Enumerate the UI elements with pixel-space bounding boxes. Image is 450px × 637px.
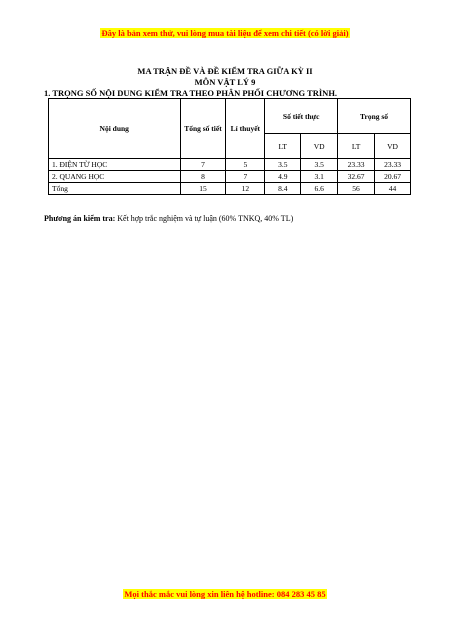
row-name: 1. ĐIỆN TỪ HỌC [49, 159, 181, 171]
row-weight-vd: 44 [375, 183, 411, 195]
document-subtitle: MÔN VẬT LÝ 9 [194, 77, 256, 87]
row-lt: 4.9 [265, 171, 301, 183]
header-total-periods: Tổng số tiết [180, 99, 226, 159]
header-weight: Trọng số [338, 99, 411, 134]
header-content: Nội dung [49, 99, 181, 159]
row-vd: 3.5 [301, 159, 338, 171]
weights-table [48, 98, 411, 195]
row-weight-lt: 32.67 [338, 171, 375, 183]
section-heading: 1. TRỌNG SỐ NỘI DUNG KIỂM TRA THEO PHÂN PHỐI CHƯƠNG TRÌNH. [44, 88, 338, 98]
row-lt: 8.4 [265, 183, 301, 195]
row-name: 2. QUANG HỌC [49, 171, 181, 183]
subheader-weight-vd: VD [375, 134, 411, 159]
test-method [44, 214, 293, 223]
row-vd: 6.6 [301, 183, 338, 195]
row-total: 15 [180, 183, 226, 195]
subheader-lt: LT [265, 134, 301, 159]
row-vd: 3.1 [301, 171, 338, 183]
footer-notice-text: Mọi thắc mắc vui lòng xin liên hệ hotline: 084 283 45 85 [124, 589, 326, 599]
test-method-label: Phương án kiểm tra: [44, 214, 116, 223]
table-header-row [49, 99, 411, 134]
row-theory: 12 [226, 183, 265, 195]
row-weight-lt: 23.33 [338, 159, 375, 171]
row-lt: 3.5 [265, 159, 301, 171]
row-weight-vd: 20.67 [375, 171, 411, 183]
header-actual-periods: Số tiết thực [265, 99, 338, 134]
table-row [49, 159, 411, 171]
footer-notice [0, 589, 450, 599]
row-theory: 5 [226, 159, 265, 171]
header-notice-text: Đây là bản xem thử, vui lòng mua tài liệu để xem chi tiết (có lời giải) [101, 28, 349, 38]
row-weight-lt: 56 [338, 183, 375, 195]
row-total: 8 [180, 171, 226, 183]
row-name: Tổng [49, 183, 181, 195]
document-title: MA TRẬN ĐỀ VÀ ĐỀ KIỂM TRA GIỮA KỲ II [137, 66, 313, 76]
test-method-text: Kết hợp trắc nghiệm và tự luận (60% TNKQ, 40% TL) [115, 214, 294, 223]
subheader-vd: VD [301, 134, 338, 159]
subheader-weight-lt: LT [338, 134, 375, 159]
header-notice [0, 28, 450, 38]
row-theory: 7 [226, 171, 265, 183]
table-row-total [49, 183, 411, 195]
row-weight-vd: 23.33 [375, 159, 411, 171]
header-theory: Lí thuyết [226, 99, 265, 159]
table-row [49, 171, 411, 183]
row-total: 7 [180, 159, 226, 171]
document-titles [0, 66, 450, 88]
